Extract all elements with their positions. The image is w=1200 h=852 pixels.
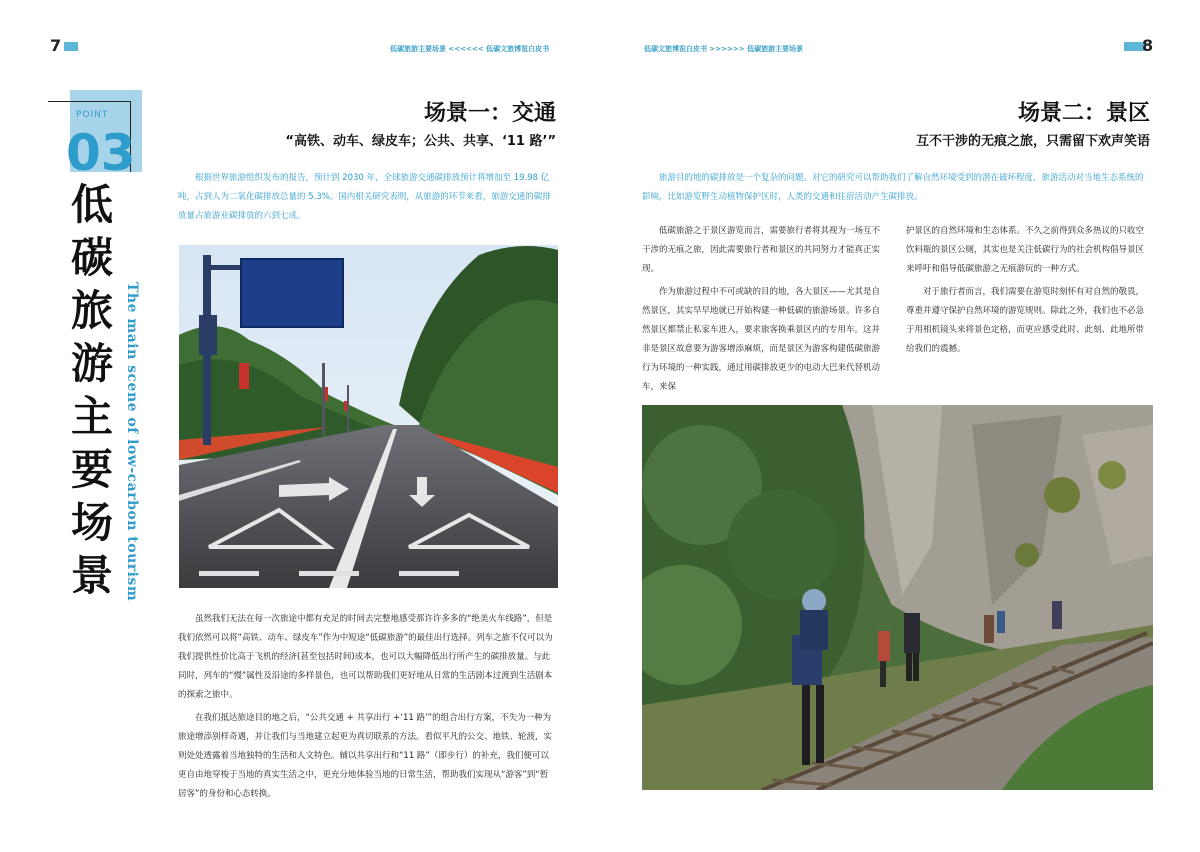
road-photo-graphic [179, 245, 558, 588]
page-number-bar-left [64, 42, 78, 51]
vertical-title-char: 游 [70, 339, 113, 388]
lead-paragraph-right: 旅游目的地的碳排放是一个复杂的问题。对它的研究可以帮助我们了解自然环境受到的潜在破坏程度，旅游活动对当地生态系统的影响，比如游览野生动植物保护区时，人类的交通和住宿活动产生碳排放。 [642, 173, 1144, 202]
running-head-left: 低碳旅游主要场景 <<<<<< 低碳文旅博览白皮书 [390, 45, 550, 53]
running-head-right: 低碳文旅博览白皮书 >>>>>> 低碳旅游主要场景 [644, 45, 804, 53]
lead-paragraph-left: 根据世界旅游组织发布的报告，预计到 2030 年，全球旅游交通碳排放预计将增加至 19.98 亿吨，占到人为二氧化碳排放总量的 5.3%。国内相关研究表明，从旅游的环节来看，旅游交通的碳排放量占旅游业碳排放的六到七成。 [178, 173, 551, 221]
body-paragraph: 作为旅游过程中不可或缺的目的地，各大景区——尤其是自然景区，其实早早地就已开始构建一种低碳的旅游场景。许多自然景区都禁止私家车进入，要求旅客换乘景区内的专用车。这并非是景区故意要为游客增添麻烦，而是景区为游客构建低碳旅游行为环境的一种实践，通过用碳排放更少的电动大巴来代替机动车，来保 [642, 287, 881, 392]
vertical-title [62, 178, 122, 602]
railway-hikers-photo [642, 405, 1153, 790]
body-column-1-right [642, 222, 888, 401]
body-paragraph: 护景区的自然环境和生态体系。不久之前得到众多热议的只收空饮料瓶的景区公厕，其实也是关注低碳行为的社会机构倡导景区来呼吁和倡导低碳旅游之无痕游玩的一种方式。 [906, 226, 1145, 274]
body-paragraph: 对于旅行者而言，我们需要在游览时刻怀有对自然的敬畏，尊重并遵守保护自然环境的游览规则。除此之外，我们也不必急于用相机镜头来将景色定格，而更应感受此时、此刻、此地所带给我们的震撼。 [906, 287, 1145, 354]
road-photo [179, 245, 558, 588]
scene-subtitle-left: “高铁、动车、绿皮车；公共、共享、‘11 路’” [285, 134, 556, 149]
vertical-title-char: 低 [70, 180, 113, 229]
body-paragraph: 低碳旅游之于景区游览而言，需要旅行者将其视为一场互不干涉的无痕之旅，因此需要旅行者和景区的共同努力才能真正实现。 [642, 226, 881, 274]
vertical-title-char: 场 [70, 498, 113, 547]
railway-hikers-graphic [642, 405, 1153, 790]
scene-title-right: 场景二：景区 [1017, 101, 1150, 126]
scene-subtitle-right: 互不干涉的无痕之旅，只需留下欢声笑语 [915, 134, 1150, 149]
vertical-title-char: 要 [70, 445, 113, 494]
page-number-right: 8 [1142, 36, 1154, 55]
body-paragraph: 在我们抵达旅途目的地之后，“公共交通 + 共享出行 +‘11 路’”的组合出行方案，不失为一种为旅途增添别样奇遇，并让我们与当地建立起更为真切联系的方法。看似平凡的公交、地铁、轮渡，实则处处透露着当地独特的生活和人文特色。辅以共享出行和“11 路”（即步行）的补充，我们便可以更自由地穿梭于当地的真实生活之中，更充分地体验当地的日常生活，帮助我们实现从“游客”到“暂居客”的身份和心态转换。 [178, 713, 553, 799]
vertical-title-char: 碳 [70, 233, 113, 282]
vertical-subtitle: The main scene of low-carbon tourism [124, 282, 140, 602]
point-label: POINT [76, 110, 109, 120]
body-column-2-right [906, 222, 1152, 363]
vertical-title-char: 景 [70, 551, 113, 600]
page-number-left: 7 [50, 36, 62, 55]
body-text-left [178, 610, 556, 808]
section-number: 03 [66, 124, 136, 182]
scene-title-left: 场景一：交通 [423, 101, 556, 126]
vertical-title-char: 旅 [70, 286, 113, 335]
vertical-title-char: 主 [70, 392, 113, 441]
body-paragraph: 虽然我们无法在每一次旅途中都有充足的时间去完整地感受那许许多多的“绝美火车线路”，但是我们依然可以将“高铁、动车、绿皮车”作为中短途“低碳旅游”的最佳出行选择。列车之旅不仅可以为我们提供性价比高于飞机的经济(甚至包括时间)成本，也可以大幅降低出行所产生的碳排放量。与此同时，列车的“慢”属性及沿途的多样景色，也可以帮助我们更好地从日常的生活剧本过渡到生活剧本的探索之旅中。 [178, 614, 553, 700]
